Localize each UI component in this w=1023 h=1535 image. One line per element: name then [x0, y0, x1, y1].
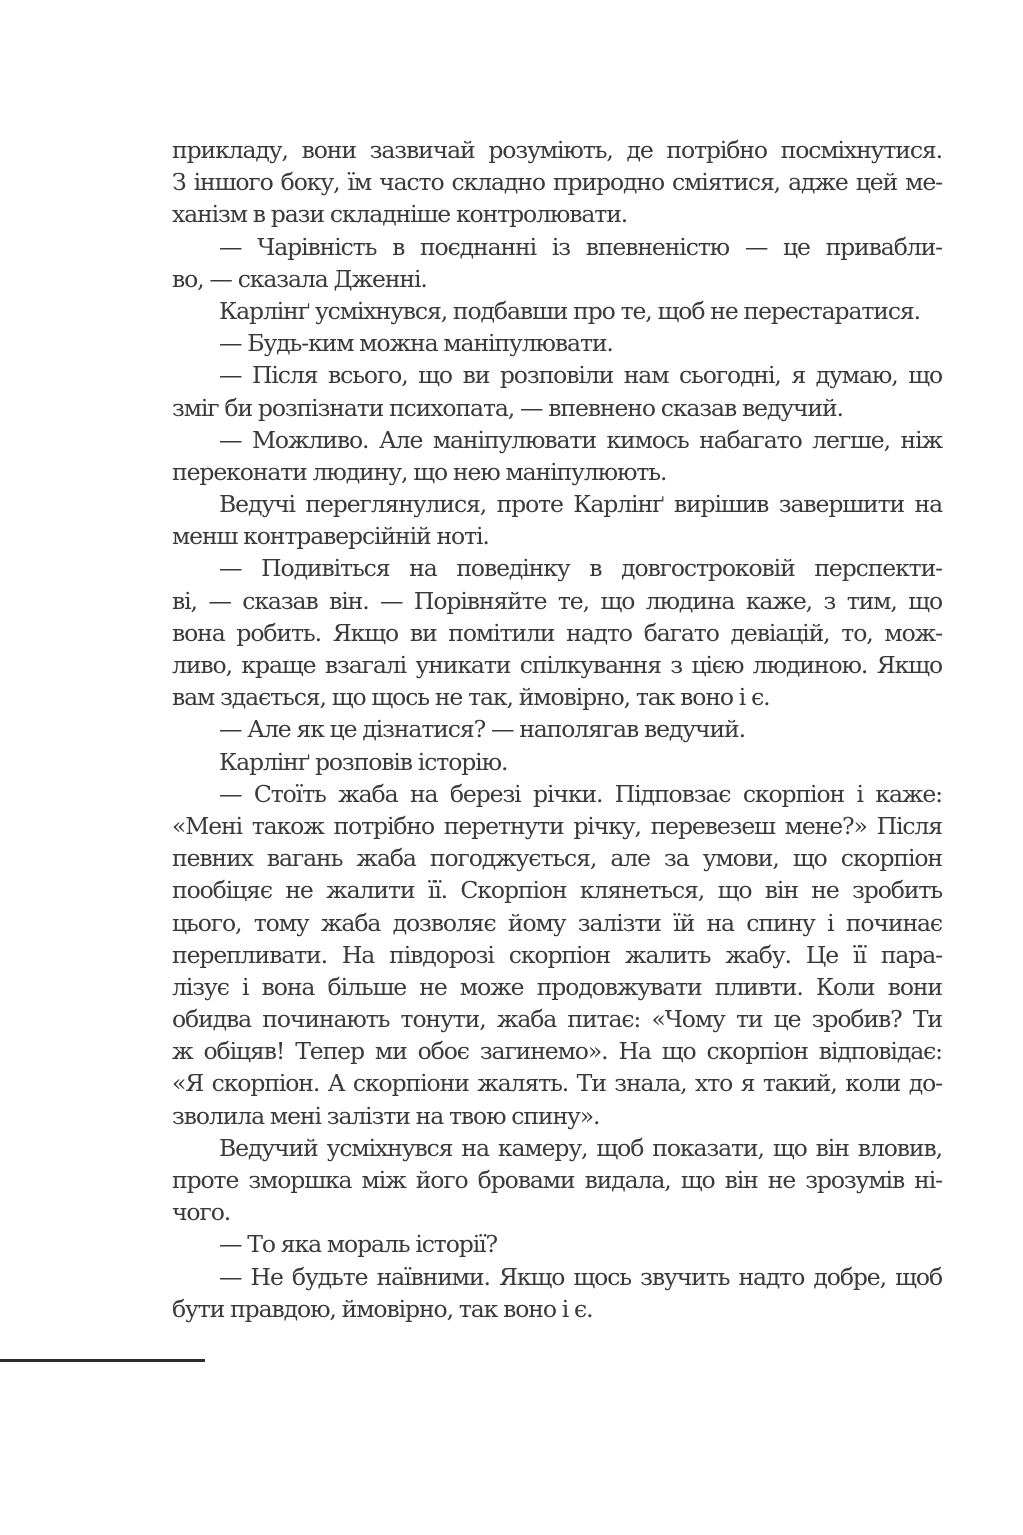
text-line: — Чарівність в поєднанні із впевненістю — це привабли- — [219, 232, 942, 261]
text-line: Карлінґ розповів історію. — [219, 747, 508, 776]
text-line: — Але як це дізнатися? — наполягав ведучий. — [219, 715, 745, 744]
text-line: ж обіцяв! Тепер ми обоє загинемо». На що скорпіон відповідає: — [172, 1037, 942, 1066]
text-line: «Я скорпіон. А скорпіони жалять. Ти знала, хто я такий, коли до- — [172, 1069, 942, 1098]
text-line: — Стоїть жаба на березі річки. Підповзає скорпіон і каже: — [219, 779, 942, 808]
text-line: чого. — [172, 1198, 231, 1227]
text-line: З іншого боку, їм часто складно природно сміятися, адже цей ме- — [172, 168, 942, 197]
text-line: — Можливо. Але маніпулювати кимось набагато легше, ніж — [219, 425, 942, 454]
text-line: Карлінґ усміхнувся, подбавши про те, щоб не перестаратися. — [219, 296, 920, 325]
text-line: — То яка мораль історії? — [219, 1230, 498, 1259]
text-line: проте зморшка між його бровами видала, що він не зрозумів ні- — [172, 1166, 942, 1194]
body-text — [172, 134, 942, 1325]
text-line: лізує і вона більше не може продовжувати пливти. Коли вони — [172, 972, 942, 1001]
text-line: пообіцяє не жалити її. Скорпіон клянеться, що він не зробить — [172, 876, 942, 905]
text-line: ливо, краще взагалі уникати спілкування з цією людиною. Якщо — [172, 651, 942, 679]
text-line: — Не будьте наївними. Якщо щось звучить надто добре, щоб — [219, 1262, 942, 1291]
text-line: перепливати. На півдорозі скорпіон жалить жабу. Це її пара- — [172, 940, 942, 969]
text-line: вам здається, що щось не так, ймовірно, так воно і є. — [172, 683, 770, 712]
text-line: во, — сказала Дженні. — [172, 264, 427, 293]
text-line: переконати людину, що нею маніпулюють. — [172, 457, 667, 486]
footnote-separator-rule — [0, 1359, 205, 1362]
text-line: — Після всього, що ви розповіли нам сьогодні, я думаю, що — [219, 361, 942, 390]
text-line: — Подивіться на поведінку в довгостроковій перспекти- — [219, 554, 942, 583]
text-line: Ведучі переглянулися, проте Карлінґ вирішив завершити на — [219, 490, 942, 519]
text-line: зволила мені залізти на твою спину». — [172, 1101, 600, 1130]
text-line: цього, тому жаба дозволяє йому залізти їй на спину і починає — [172, 908, 942, 937]
text-line: певних вагань жаба погоджується, але за умови, що скорпіон — [172, 844, 942, 873]
text-line: менш контраверсійній ноті. — [172, 522, 489, 551]
text-line: вона робить. Якщо ви помітили надто багато девіацій, то, мож- — [172, 618, 942, 647]
text-line: — Будь-ким можна маніпулювати. — [219, 329, 613, 358]
text-line: зміг би розпізнати психопата, — впевнено сказав ведучий. — [172, 393, 843, 422]
text-line: ханізм в рази складніше контролювати. — [172, 200, 628, 229]
text-line: ві, — сказав він. — Порівняйте те, що людина каже, з тим, що — [172, 586, 942, 615]
text-line: Ведучий усміхнувся на камеру, щоб показати, що він вловив, — [219, 1133, 942, 1162]
text-line: бути правдою, ймовірно, так воно і є. — [172, 1294, 593, 1323]
text-line: «Мені також потрібно перетнути річку, перевезеш мене?» Після — [172, 811, 942, 840]
text-line: обидва починають тонути, жаба питає: «Чому ти це зробив? Ти — [172, 1005, 942, 1034]
text-line: прикладу, вони зазвичай розуміють, де потрібно посміхнутися. — [172, 136, 942, 164]
